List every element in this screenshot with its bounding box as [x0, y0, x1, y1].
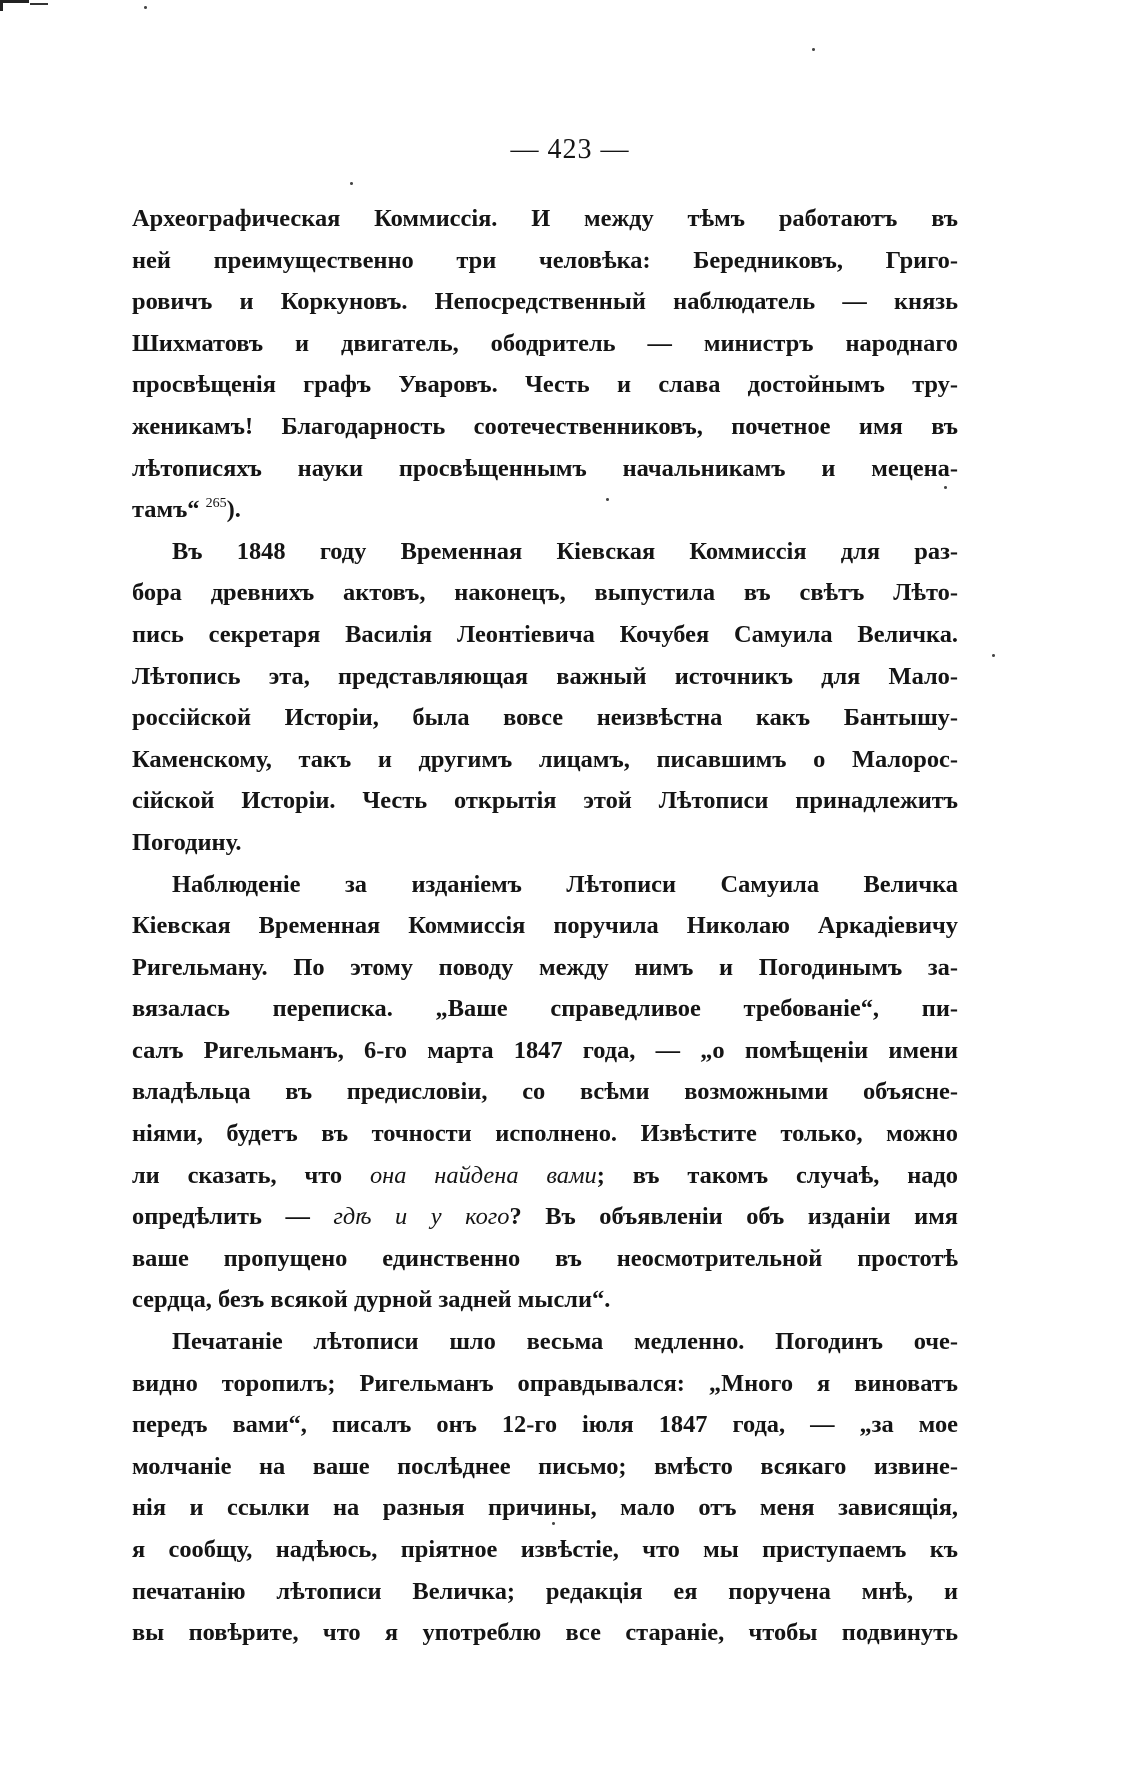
text-line	[132, 1529, 958, 1571]
scan-speck	[812, 48, 815, 51]
text-line	[132, 1321, 958, 1363]
text-line	[132, 697, 958, 739]
text-segment: ? Въ объявленіи объ изданіи имя	[509, 1203, 959, 1231]
text-line	[132, 864, 958, 906]
text-segment: ровичъ и Коркуновъ. Непосредственный наблюдатель — князь	[132, 288, 958, 316]
text-segment: россійской Исторіи, была вовсе неизвѣстна какъ Бантышу-	[132, 704, 958, 732]
text-line	[132, 531, 958, 573]
text-segment: Кіевская Временная Коммиссія поручила Николаю Аркадіевичу	[132, 912, 958, 940]
text-line	[132, 448, 958, 490]
italic-text: она найдена вами	[369, 1161, 597, 1189]
text-segment: я сообщу, надѣюсь, пріятное извѣстіе, что мы приступаемъ къ	[132, 1536, 958, 1563]
text-segment: ней преимущественно три человѣка: Бередниковъ, Григо-	[132, 246, 958, 274]
scan-speck	[606, 498, 609, 501]
scan-speck	[992, 654, 995, 657]
text-line	[132, 281, 958, 323]
scan-corner-mark	[0, 0, 29, 11]
text-line	[132, 822, 958, 864]
text-line	[132, 1238, 958, 1280]
text-segment: ).	[226, 496, 241, 524]
footnote-marker: 265	[205, 496, 227, 512]
text-line	[132, 323, 958, 365]
text-segment: пись секретаря Василія Леонтіевича Кочубея Самуила Величка.	[132, 620, 958, 648]
scan-speck	[944, 486, 947, 489]
text-segment: передъ вами“, писалъ онъ 12-го іюля 1847 года, — „за мое	[132, 1411, 958, 1439]
text-line	[132, 947, 958, 989]
text-segment: вы повѣрите, что я употреблю все стараніе, чтобы подвинуть	[132, 1619, 958, 1647]
text-segment: лѣтописяхъ науки просвѣщеннымъ начальникамъ и мецена-	[132, 454, 958, 482]
text-segment: Каменскому, такъ и другимъ лицамъ, писавшимъ о Малорос-	[132, 745, 958, 773]
text-line	[132, 1279, 958, 1321]
text-segment: Наблюденіе за изданіемъ Лѣтописи Самуила Величка	[172, 870, 958, 898]
text-segment: владѣльца въ предисловіи, со всѣми возможными объясне-	[132, 1078, 958, 1106]
text-segment: тамъ“	[132, 496, 206, 524]
text-segment: Ригельману. По этому поводу между нимъ и Погодинымъ за-	[132, 953, 958, 981]
text-line	[132, 1487, 958, 1529]
scan-speck	[350, 182, 353, 185]
text-line	[132, 1363, 958, 1405]
body-text	[132, 198, 958, 1654]
text-segment: просвѣщенія графъ Уваровъ. Честь и слава достойнымъ тру-	[132, 371, 958, 399]
text-segment: женикамъ! Благодарность соотечественниковъ, почетное имя въ	[132, 412, 958, 440]
text-segment: Археографическая Коммиссія. И между тѣмъ работаютъ въ	[132, 205, 958, 232]
text-line	[132, 1155, 958, 1197]
text-segment: опредѣлить —	[132, 1203, 334, 1231]
page-number: — 423 —	[510, 134, 630, 165]
text-segment: ли сказать, что	[132, 1161, 370, 1189]
text-segment: ніями, будетъ въ точности исполнено. Извѣстите только, можно	[132, 1120, 958, 1148]
text-line	[132, 198, 958, 240]
text-segment: салъ Ригельманъ, 6-го марта 1847 года, — „о помѣщеніи имени	[132, 1036, 958, 1064]
text-segment: Въ 1848 году Временная Кіевская Коммиссія для раз-	[172, 537, 958, 565]
text-line	[132, 1404, 958, 1446]
text-line	[132, 988, 958, 1030]
text-segment: сердца, безъ всякой дурной задней мысли“.	[132, 1286, 611, 1314]
text-line	[132, 1571, 958, 1613]
text-segment: ваше пропущено единственно въ неосмотрительной простотѣ	[132, 1244, 958, 1272]
text-line	[132, 1030, 958, 1072]
text-line	[132, 1446, 958, 1488]
text-segment: Лѣтопись эта, представляющая важный источникъ для Мало-	[132, 662, 958, 690]
text-segment: Шихматовъ и двигатель, ободритель — министръ народнаго	[132, 329, 958, 357]
text-segment: Печатаніе лѣтописи шло весьма медленно. Погодинъ оче-	[172, 1328, 958, 1356]
text-segment: видно торопилъ; Ригельманъ оправдывался: „Много я виноватъ	[132, 1369, 958, 1397]
italic-text: гдѣ и у кого	[333, 1203, 510, 1231]
text-line	[132, 489, 958, 531]
text-segment: печатанію лѣтописи Величка; редакція ея поручена мнѣ, и	[132, 1577, 958, 1605]
text-line	[132, 406, 958, 448]
text-line	[132, 905, 958, 947]
text-line	[132, 572, 958, 614]
text-line	[132, 739, 958, 781]
text-line	[132, 780, 958, 822]
text-segment: нія и ссылки на разныя причины, мало отъ меня зависящія,	[132, 1494, 958, 1522]
text-segment: вязалась переписка. „Ваше справедливое требованіе“, пи-	[132, 995, 958, 1023]
text-segment: Погодину.	[132, 828, 242, 856]
scan-corner-dash	[30, 3, 48, 5]
scan-speck	[144, 6, 147, 9]
text-line	[132, 1071, 958, 1113]
text-line	[132, 364, 958, 406]
text-segment: бора древнихъ актовъ, наконецъ, выпустила въ свѣтъ Лѣто-	[132, 579, 958, 607]
text-segment: ; въ такомъ случаѣ, надо	[596, 1161, 958, 1189]
text-line	[132, 240, 958, 282]
text-line	[132, 1196, 958, 1238]
text-segment: молчаніе на ваше послѣднее письмо; вмѣсто всякаго извине-	[132, 1452, 958, 1480]
text-segment: сійской Исторіи. Честь открытія этой Лѣтописи принадлежитъ	[132, 787, 958, 815]
text-line	[132, 1113, 958, 1155]
scan-speck	[552, 1522, 555, 1525]
text-line	[132, 656, 958, 698]
text-line	[132, 1612, 958, 1654]
text-line	[132, 614, 958, 656]
